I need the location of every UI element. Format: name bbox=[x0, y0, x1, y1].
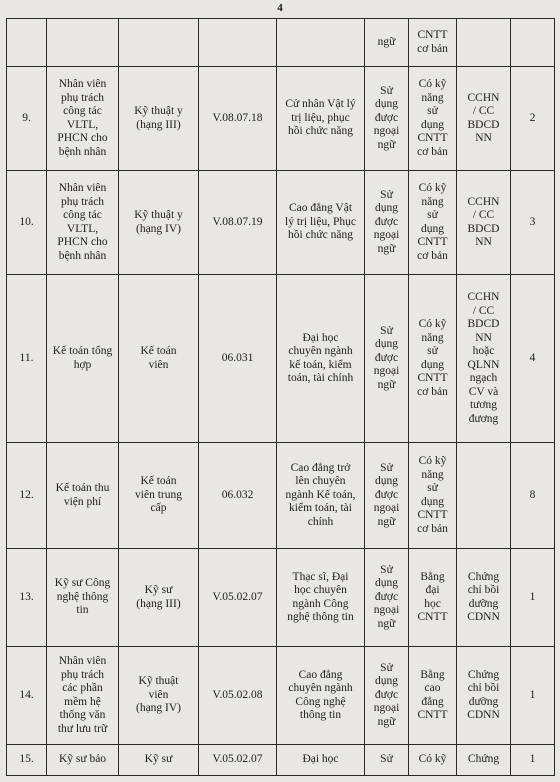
foreign-language-cell bbox=[365, 549, 409, 647]
cell-line: công tác bbox=[63, 105, 102, 117]
code-cell bbox=[199, 443, 277, 549]
count-cell bbox=[511, 647, 555, 745]
cell-line: 1 bbox=[529, 590, 536, 603]
cell-line: Sử bbox=[380, 84, 393, 97]
cell-line: ngữ bbox=[377, 617, 396, 630]
cell-line: Cao đẳng bbox=[298, 668, 343, 681]
table-row bbox=[7, 19, 555, 67]
cell-line: CDNN bbox=[467, 709, 500, 721]
table-row bbox=[7, 647, 555, 745]
cell-line: bệnh nhân bbox=[58, 249, 107, 262]
title-cell bbox=[119, 19, 199, 67]
cell-line: Kỹ sư Công bbox=[54, 577, 111, 590]
cell-line: V.05.02.07 bbox=[212, 590, 263, 603]
cell-line: mềm hệ bbox=[64, 695, 101, 708]
it-skill-cell bbox=[409, 745, 457, 776]
certificate-cell bbox=[457, 19, 511, 67]
certificate-cell bbox=[457, 275, 511, 443]
cell-line: 14. bbox=[19, 688, 34, 701]
cell-line: NN bbox=[475, 132, 492, 144]
cell-line: chỉ bồi bbox=[467, 682, 500, 694]
cell-line: Cao đẳng trở bbox=[290, 461, 351, 474]
cell-line: Cử nhân Vật lý bbox=[285, 98, 356, 111]
cell-line: PHCN cho bbox=[57, 236, 108, 248]
cell-line: / CC bbox=[472, 304, 495, 317]
cell-line: thông tin bbox=[299, 709, 342, 721]
cell-line: 10. bbox=[19, 215, 34, 228]
cell-line: chuyên ngành bbox=[288, 345, 353, 357]
cell-line: (hạng IV) bbox=[135, 222, 182, 235]
cell-line: CNTT bbox=[417, 236, 448, 248]
it-skill-cell bbox=[409, 647, 457, 745]
certificate-cell bbox=[457, 549, 511, 647]
cell-line: dưỡng bbox=[468, 597, 499, 610]
row-number bbox=[7, 67, 47, 171]
cell-line: CV và bbox=[468, 385, 499, 398]
cell-line: 11. bbox=[19, 351, 34, 364]
cell-line: thống văn bbox=[59, 709, 106, 721]
cell-line: BDCD bbox=[467, 318, 500, 330]
table-row bbox=[7, 67, 555, 171]
cell-line: phụ trách bbox=[60, 195, 105, 208]
it-skill-cell bbox=[409, 443, 457, 549]
cell-line: Có kỹ bbox=[418, 78, 447, 90]
cell-line: dụng bbox=[375, 577, 398, 590]
cell-line: Kỹ thuật bbox=[138, 675, 179, 688]
position-cell bbox=[47, 171, 119, 275]
cell-line: Kế toán bbox=[140, 475, 177, 488]
foreign-language-cell bbox=[365, 647, 409, 745]
cell-line: ngoại bbox=[373, 604, 400, 617]
cell-line: / CC bbox=[472, 105, 495, 117]
cell-line: 12. bbox=[19, 488, 34, 501]
code-cell bbox=[199, 647, 277, 745]
count-cell bbox=[511, 443, 555, 549]
cell-line: nghệ thông bbox=[56, 590, 109, 603]
cell-line: được bbox=[374, 590, 399, 603]
cell-line: chính bbox=[307, 515, 334, 528]
cell-line: V.08.07.19 bbox=[212, 215, 263, 228]
cell-line: bệnh nhân bbox=[58, 145, 107, 158]
cell-line: CNTT bbox=[417, 611, 448, 623]
cell-line: CNTT bbox=[417, 509, 448, 521]
cell-line: BDCD bbox=[467, 118, 500, 131]
cell-line: PHCN cho bbox=[57, 132, 108, 144]
cell-line: Đại học bbox=[302, 753, 339, 766]
code-cell bbox=[199, 19, 277, 67]
cell-line: CCHN bbox=[467, 91, 500, 104]
cell-line: Có kỹ bbox=[418, 455, 447, 467]
cell-line: cơ bản bbox=[417, 42, 448, 55]
cell-line: Có kỹ bbox=[418, 318, 447, 330]
cell-line: năng bbox=[421, 91, 444, 104]
count-cell bbox=[511, 67, 555, 171]
cell-line: Sử bbox=[380, 188, 393, 201]
it-skill-cell bbox=[409, 275, 457, 443]
cell-line: Chứng bbox=[467, 668, 500, 681]
cell-line: 06.031 bbox=[221, 351, 254, 364]
cell-line: NN bbox=[475, 331, 492, 344]
cell-line: 06.032 bbox=[221, 488, 254, 501]
count-cell bbox=[511, 19, 555, 67]
cell-line: ngữ bbox=[377, 35, 396, 48]
cell-line: QLNN bbox=[467, 358, 500, 371]
cell-line: ngữ bbox=[377, 378, 396, 391]
certificate-cell bbox=[457, 443, 511, 549]
degree-cell bbox=[277, 19, 365, 67]
foreign-language-cell bbox=[365, 745, 409, 776]
cell-line: (hạng III) bbox=[136, 597, 181, 610]
it-skill-cell bbox=[409, 67, 457, 171]
cell-line: Sử bbox=[380, 324, 393, 337]
cell-line: phụ trách bbox=[60, 668, 105, 681]
cell-line: Kỹ sư bbox=[144, 584, 173, 596]
cell-line: CCHN bbox=[467, 195, 500, 208]
table-row bbox=[7, 171, 555, 275]
cell-line: CNTT bbox=[417, 29, 448, 41]
position-cell bbox=[47, 275, 119, 443]
table-row bbox=[7, 275, 555, 443]
cell-line: viên trung bbox=[135, 488, 182, 501]
foreign-language-cell bbox=[365, 171, 409, 275]
cell-line: cơ bản bbox=[417, 249, 448, 262]
cell-line: Kế toán thu bbox=[55, 482, 110, 494]
cell-line: 13. bbox=[19, 590, 34, 603]
cell-line: Sử bbox=[380, 661, 393, 674]
code-cell bbox=[199, 67, 277, 171]
cell-line: chỉ bồi bbox=[467, 584, 500, 596]
page-number: 4 bbox=[277, 2, 283, 14]
cell-line: Cao đẳng Vật bbox=[288, 202, 353, 215]
cell-line: 1 bbox=[529, 753, 536, 766]
cell-line: dụng bbox=[421, 358, 444, 371]
degree-cell bbox=[277, 67, 365, 171]
cell-line: năng bbox=[421, 468, 444, 481]
cell-line: chuyên ngành bbox=[288, 682, 353, 694]
cell-line: ngạch bbox=[469, 372, 498, 384]
foreign-language-cell bbox=[365, 19, 409, 67]
cell-line: viên bbox=[148, 358, 169, 371]
position-cell bbox=[47, 67, 119, 171]
cell-line: Nhân viên bbox=[58, 655, 107, 667]
code-cell bbox=[199, 171, 277, 275]
cell-line: ngành Công bbox=[292, 597, 349, 610]
cell-line: Chứng bbox=[467, 753, 500, 766]
cell-line: đẳng bbox=[421, 695, 444, 708]
cell-line: ngoại bbox=[373, 229, 400, 242]
it-skill-cell bbox=[409, 171, 457, 275]
table-row bbox=[7, 549, 555, 647]
cell-line: viên bbox=[148, 688, 169, 701]
row-number bbox=[7, 745, 47, 776]
certificate-cell bbox=[457, 647, 511, 745]
cell-line: 9. bbox=[22, 111, 31, 124]
position-cell bbox=[47, 19, 119, 67]
code-cell bbox=[199, 275, 277, 443]
cell-line: nghệ thông tin bbox=[287, 611, 354, 623]
cell-line: Sử bbox=[380, 753, 393, 766]
cell-line: Sử bbox=[380, 563, 393, 576]
cell-line: NN bbox=[475, 236, 492, 248]
cell-line: 3 bbox=[529, 215, 536, 228]
cell-line: dưỡng bbox=[468, 695, 499, 708]
cell-line: dụng bbox=[375, 338, 398, 351]
cell-line: V.05.02.08 bbox=[212, 688, 263, 701]
cell-line: Kỹ sư bbox=[144, 753, 173, 766]
title-cell bbox=[119, 275, 199, 443]
degree-cell bbox=[277, 275, 365, 443]
cell-line: sử bbox=[427, 482, 438, 494]
cell-line: Chứng bbox=[467, 570, 500, 583]
degree-cell bbox=[277, 647, 365, 745]
row-number bbox=[7, 275, 47, 443]
cell-line: (hạng III) bbox=[136, 118, 181, 131]
cell-line: CCHN bbox=[467, 291, 500, 303]
degree-cell bbox=[277, 745, 365, 776]
cell-line: cơ bản bbox=[417, 145, 448, 158]
cell-line: Kỹ sư bảo bbox=[58, 753, 107, 766]
cell-line: CNTT bbox=[417, 372, 448, 384]
foreign-language-cell bbox=[365, 67, 409, 171]
job-position-table bbox=[6, 18, 555, 776]
cell-line: học bbox=[424, 597, 441, 610]
certificate-cell bbox=[457, 171, 511, 275]
certificate-cell bbox=[457, 745, 511, 776]
cell-line: Có kỹ bbox=[418, 753, 447, 766]
position-cell bbox=[47, 549, 119, 647]
cell-line: dụng bbox=[375, 675, 398, 688]
cell-line: dụng bbox=[421, 222, 444, 235]
foreign-language-cell bbox=[365, 275, 409, 443]
cell-line: cơ bản bbox=[417, 385, 448, 398]
cell-line: cao bbox=[424, 682, 441, 694]
count-cell bbox=[511, 171, 555, 275]
cell-line: được bbox=[374, 351, 399, 364]
cell-line: ngoại bbox=[373, 365, 400, 378]
cell-line: được bbox=[374, 111, 399, 124]
cell-line: phụ trách bbox=[60, 91, 105, 104]
cell-line: cơ bản bbox=[417, 522, 448, 535]
it-skill-cell bbox=[409, 549, 457, 647]
count-cell bbox=[511, 745, 555, 776]
cell-line: Kế toán tổng bbox=[52, 345, 113, 357]
cell-line: ngữ bbox=[377, 138, 396, 151]
cell-line: CDNN bbox=[467, 611, 500, 623]
cell-line: 1 bbox=[529, 688, 536, 701]
row-number bbox=[7, 171, 47, 275]
cell-line: VLTL, bbox=[66, 222, 99, 235]
cell-line: dụng bbox=[375, 202, 398, 215]
cell-line: sử bbox=[427, 105, 438, 117]
cell-line: dụng bbox=[421, 495, 444, 508]
cell-line: viện phí bbox=[63, 495, 102, 508]
cell-line: Nhân viên bbox=[58, 78, 107, 90]
cell-line: ngành Kế toán, bbox=[285, 488, 356, 501]
degree-cell bbox=[277, 171, 365, 275]
cell-line: ngoại bbox=[373, 702, 400, 715]
count-cell bbox=[511, 549, 555, 647]
cell-line: trị liệu, phục bbox=[291, 111, 350, 124]
cell-line: V.05.02.07 bbox=[212, 753, 263, 766]
code-cell bbox=[199, 745, 277, 776]
cell-line: sử bbox=[427, 209, 438, 221]
cell-line: toán, tài chính bbox=[287, 372, 354, 384]
cell-line: học chuyên bbox=[294, 584, 347, 596]
cell-line: BDCD bbox=[467, 222, 500, 235]
title-cell bbox=[119, 443, 199, 549]
row-number bbox=[7, 549, 47, 647]
cell-line: dụng bbox=[421, 118, 444, 131]
cell-line: Nhân viên bbox=[58, 182, 107, 194]
certificate-cell bbox=[457, 67, 511, 171]
cell-line: CNTT bbox=[417, 709, 448, 721]
cell-line: hồi chức năng bbox=[288, 229, 353, 242]
cell-line: năng bbox=[421, 195, 444, 208]
cell-line: ngữ bbox=[377, 715, 396, 728]
cell-line: tin bbox=[76, 604, 89, 617]
cell-line: Kế toán bbox=[140, 345, 177, 357]
title-cell bbox=[119, 647, 199, 745]
cell-line: / CC bbox=[472, 209, 495, 221]
cell-line: công tác bbox=[63, 209, 102, 221]
cell-line: đại bbox=[425, 584, 440, 596]
cell-line: VLTL, bbox=[66, 118, 99, 131]
cell-line: được bbox=[374, 688, 399, 701]
cell-line: các phần bbox=[62, 682, 103, 694]
cell-line: dụng bbox=[375, 98, 398, 111]
position-cell bbox=[47, 647, 119, 745]
cell-line: hồi chức năng bbox=[288, 125, 353, 138]
cell-line: hợp bbox=[73, 358, 92, 371]
table-row bbox=[7, 745, 555, 776]
position-cell bbox=[47, 745, 119, 776]
row-number bbox=[7, 19, 47, 67]
cell-line: V.08.07.18 bbox=[212, 111, 263, 124]
position-cell bbox=[47, 443, 119, 549]
cell-line: lên chuyên bbox=[295, 475, 346, 488]
cell-line: năng bbox=[421, 331, 444, 344]
cell-line: 8 bbox=[529, 488, 536, 501]
cell-line: Kỹ thuật y bbox=[134, 209, 183, 221]
cell-line: Thạc sĩ, Đại bbox=[292, 570, 349, 583]
cell-line: 2 bbox=[529, 111, 536, 124]
row-number bbox=[7, 443, 47, 549]
cell-line: Có kỹ bbox=[418, 182, 447, 194]
cell-line: hoặc bbox=[472, 345, 495, 357]
cell-line: sử bbox=[427, 345, 438, 357]
cell-line: Kỹ thuật y bbox=[134, 105, 183, 117]
cell-line: ngoại bbox=[373, 125, 400, 138]
cell-line: đương bbox=[468, 412, 499, 425]
title-cell bbox=[119, 549, 199, 647]
degree-cell bbox=[277, 443, 365, 549]
cell-line: được bbox=[374, 488, 399, 501]
title-cell bbox=[119, 171, 199, 275]
cell-line: kế toán, kiểm bbox=[289, 358, 352, 371]
row-number bbox=[7, 647, 47, 745]
cell-line: 4 bbox=[529, 351, 536, 364]
cell-line: (hạng IV) bbox=[135, 702, 182, 715]
cell-line: tương bbox=[469, 399, 497, 411]
count-cell bbox=[511, 275, 555, 443]
cell-line: kiểm toán, tài bbox=[289, 502, 352, 515]
cell-line: ngoại bbox=[373, 502, 400, 515]
degree-cell bbox=[277, 549, 365, 647]
title-cell bbox=[119, 745, 199, 776]
cell-line: Sử bbox=[380, 461, 393, 474]
cell-line: ngữ bbox=[377, 242, 396, 255]
title-cell bbox=[119, 67, 199, 171]
cell-line: Công nghệ bbox=[295, 695, 346, 708]
cell-line: cấp bbox=[150, 502, 167, 515]
cell-line: dụng bbox=[375, 475, 398, 488]
table-row bbox=[7, 443, 555, 549]
cell-line: thư lưu trữ bbox=[57, 722, 108, 735]
cell-line: Đại học bbox=[302, 331, 339, 344]
cell-line: CNTT bbox=[417, 132, 448, 144]
cell-line: Bằng bbox=[420, 668, 445, 681]
cell-line: được bbox=[374, 215, 399, 228]
cell-line: ngữ bbox=[377, 515, 396, 528]
it-skill-cell bbox=[409, 19, 457, 67]
cell-line: 15. bbox=[19, 753, 34, 766]
cell-line: lý trị liệu, Phục bbox=[285, 215, 356, 228]
foreign-language-cell bbox=[365, 443, 409, 549]
cell-line: Bằng bbox=[420, 570, 445, 583]
code-cell bbox=[199, 549, 277, 647]
